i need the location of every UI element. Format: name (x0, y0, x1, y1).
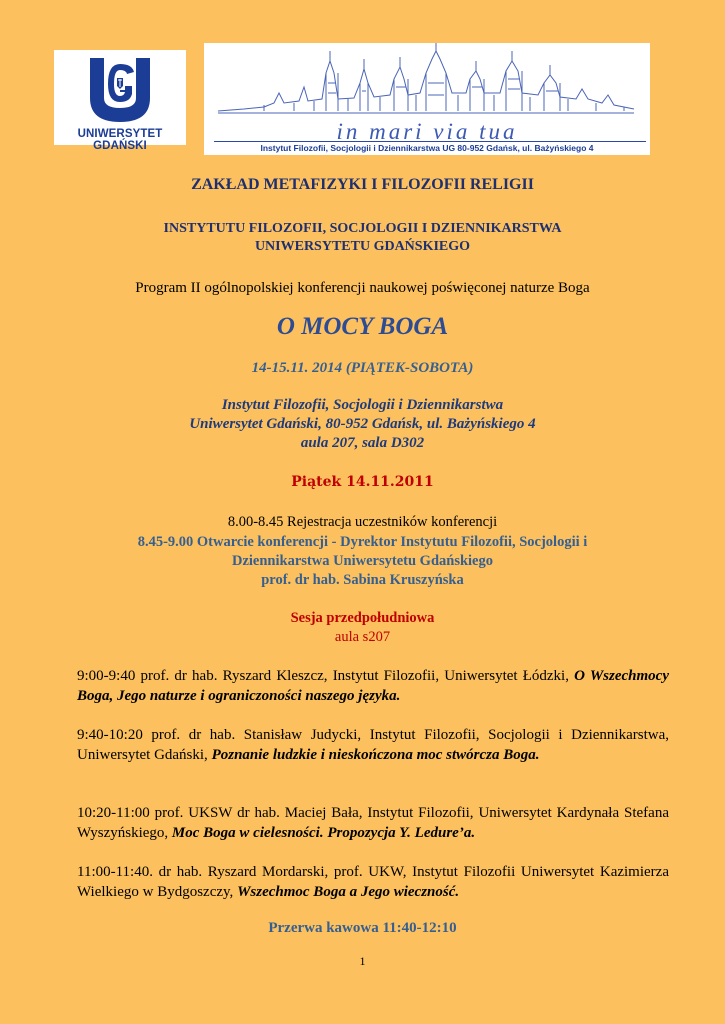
ug-emblem-icon (54, 50, 186, 128)
university-name: UNIWERSYTET GDAŃSKI (77, 128, 163, 152)
talk-title: Poznanie ludzkie i nieskończona moc stwórcza Boga. (211, 747, 540, 763)
university-logo (54, 50, 186, 152)
venue-line-3: aula 207, sala D302 (300, 435, 425, 451)
talk-title: O Wszechmocy Boga, Jego naturze i ograniczoności naszego języka. (77, 668, 669, 704)
talk-item (77, 862, 669, 902)
talk-title: Moc Boga w cielesności. Propozycja Y. Ledure’a. (171, 825, 476, 841)
banner-divider (214, 141, 646, 142)
registration-line: 8.00-8.45 Rejestracja uczestników konferencji (227, 514, 498, 530)
opening-block (0, 533, 725, 590)
department-heading: ZAKŁAD METAFIZYKI I FILOZOFII RELIGII (191, 176, 534, 193)
institute-banner (204, 43, 650, 155)
talk-details: 9:40-10:20 prof. dr hab. Stanisław Judycki, Instytut Filozofii, Socjologii i Dziennikarstwa, Uniwersytet Gdański, (77, 727, 669, 763)
venue-line-1: Instytut Filozofii, Socjologii i Dziennikarstwa (221, 397, 504, 413)
institute-line-1: INSTYTUTU FILOZOFII, SOCJOLOGII I DZIENNIKARSTWA (163, 221, 562, 236)
institute-heading (0, 220, 725, 256)
venue-line-2: Uniwersytet Gdański, 80-952 Gdańsk, ul. Bażyńskiego 4 (189, 416, 536, 432)
talk-item (77, 666, 669, 706)
city-skyline-illustration (204, 43, 650, 123)
talk-item (77, 803, 669, 843)
talk-details: 10:20-11:00 prof. UKSW dr hab. Maciej Bała, Instytut Filozofii, Uniwersytet Kardynała Stefana Wyszyńskiego, (77, 805, 669, 841)
opening-line-2: Dziennikarstwa Uniwersytetu Gdańskiego (231, 553, 493, 569)
program-intro: Program II ogólnopolskiej konferencji naukowej poświęconej naturze Boga (135, 280, 590, 296)
talk-item (77, 725, 669, 765)
coffee-break: Przerwa kawowa 11:40-12:10 (268, 920, 457, 936)
opening-line-3: prof. dr hab. Sabina Kruszyńska (261, 572, 464, 588)
opening-line-1: 8.45-9.00 Otwarcie konferencji - Dyrektor Instytutu Filozofii, Socjologii i (137, 534, 588, 550)
session-room: aula s207 (334, 629, 391, 645)
venue-block (0, 396, 725, 453)
talk-details: 11:00-11:40. dr hab. Ryszard Mordarski, prof. UKW, Instytut Filozofii Uniwersytet Kazimierza Wielkiego w Bydgoszczy, (77, 864, 669, 900)
banner-motto: in mari via tua (336, 119, 518, 144)
session-name: Sesja przedpołudniowa (290, 610, 435, 626)
conference-title: O MOCY BOGA (276, 313, 449, 340)
talk-title: Wszechmoc Boga a Jego wieczność. (237, 884, 460, 900)
banner-address: Instytut Filozofii, Socjologii i Dziennikarstwa UG 80-952 Gdańsk, ul. Bażyńskiego 4 (260, 143, 594, 153)
conference-dates: 14-15.11. 2014 (PIĄTEK-SOBOTA) (251, 360, 474, 376)
page-number: 1 (359, 954, 366, 968)
day-heading: Piątek 14.11.2011 (291, 474, 434, 490)
talk-details: 9:00-9:40 prof. dr hab. Ryszard Kleszcz, Instytut Filozofii, Uniwersytet Łódzki, (77, 668, 575, 684)
institute-line-2: UNIWERSYTETU GDAŃSKIEGO (254, 239, 471, 254)
